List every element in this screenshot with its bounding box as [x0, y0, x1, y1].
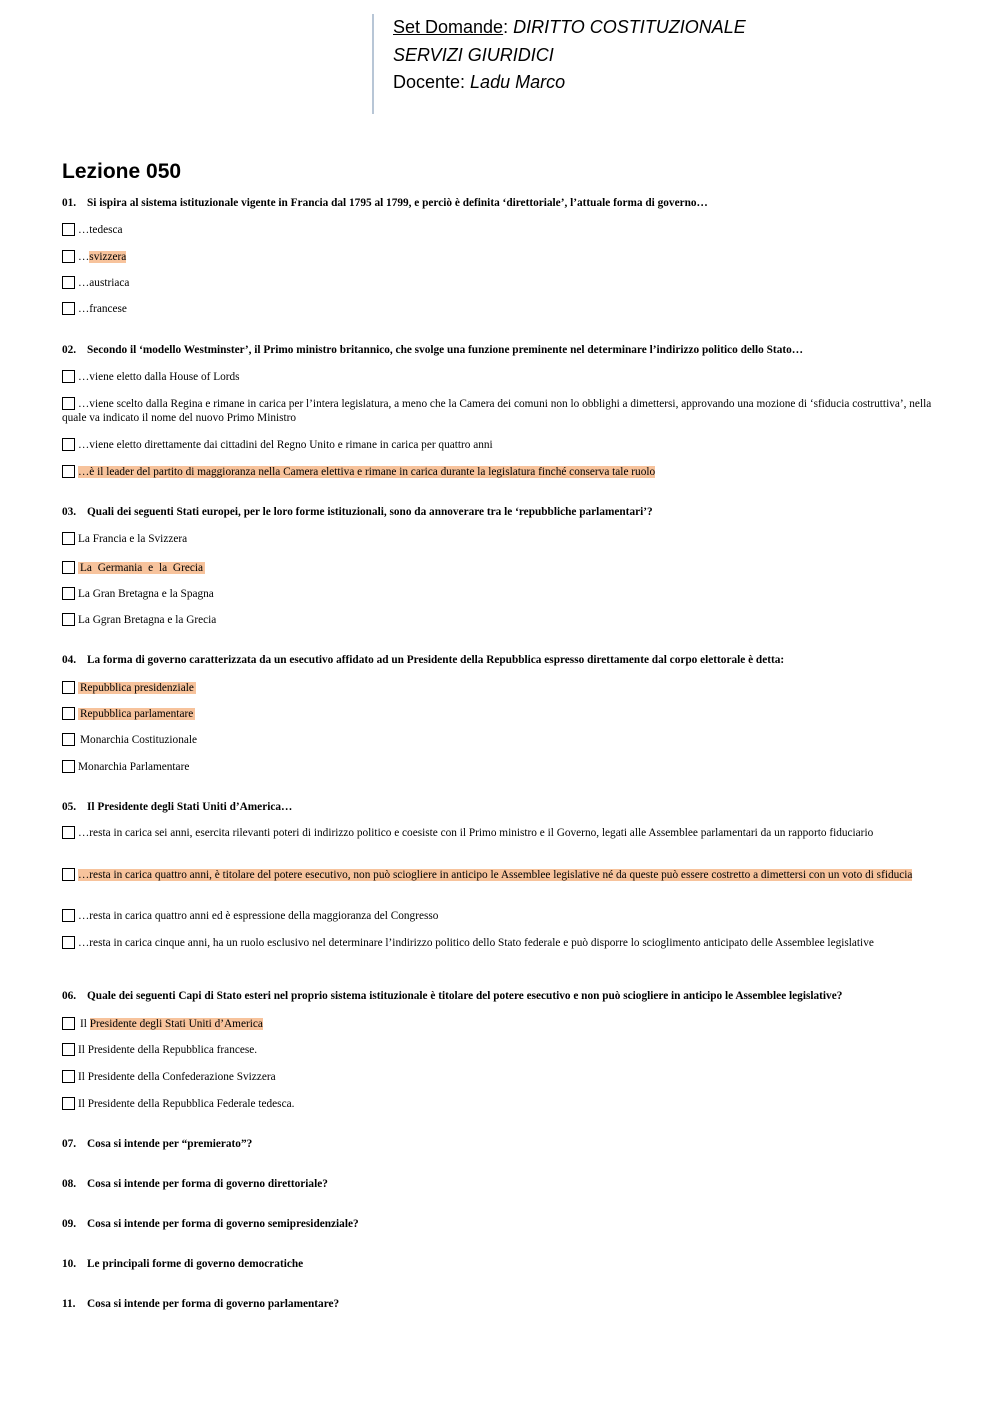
option-01-b[interactable]: [62, 250, 932, 265]
option-text-highlighted: …resta in carica quattro anni, è titolare del potere esecutivo, non può sciogliere in anticipo le Assemblee legislative né da queste può essere costretto a dimettersi con un voto di sfiducia: [78, 869, 913, 881]
option-text: La Gran Bretagna e la Spagna: [78, 588, 214, 600]
checkbox[interactable]: [62, 532, 75, 545]
question-text: Le principali forme di governo democratiche: [87, 1258, 304, 1270]
question-number: 08.: [62, 1178, 77, 1190]
question-03: [62, 506, 932, 519]
checkbox[interactable]: [62, 223, 75, 236]
option-04-a[interactable]: [62, 681, 932, 696]
option-text-highlighted: La Germania e la Grecia: [80, 562, 204, 574]
checkbox[interactable]: [62, 1043, 75, 1056]
question-text: Quale dei seguenti Capi di Stato esteri nel proprio sistema istituzionale è titolare del potere esecutivo e non può sciogliere in anticipo le Assemblee legislative?: [87, 990, 843, 1002]
option-text-highlighted: Presidente degli Stati Uniti d’America: [89, 1018, 263, 1030]
option-05-a[interactable]: [62, 826, 932, 841]
teacher-name: Ladu Marco: [470, 72, 566, 92]
checkbox[interactable]: [62, 733, 75, 746]
checkbox[interactable]: [62, 587, 75, 600]
teacher-label: Docente:: [393, 72, 471, 92]
option-text-highlighted: Repubblica parlamentare: [80, 708, 194, 720]
checkbox[interactable]: [62, 465, 75, 478]
set-label: Set Domande: [393, 17, 504, 37]
question-text: Secondo il ‘modello Westminster’, il Primo ministro britannico, che svolge una funzione preminente nel determinare l’indirizzo politico dello Stato…: [87, 344, 804, 356]
question-text: Cosa si intende per forma di governo direttoriale?: [87, 1178, 328, 1190]
option-text: …viene eletto dalla House of Lords: [78, 371, 240, 383]
question-09: [62, 1218, 932, 1231]
checkbox[interactable]: [62, 1097, 75, 1110]
option-prefix: Il: [80, 1018, 90, 1030]
option-03-c[interactable]: [62, 587, 932, 602]
question-number: 07.: [62, 1138, 77, 1150]
question-06: [62, 990, 932, 1003]
checkbox[interactable]: [62, 561, 75, 574]
question-number: 04.: [62, 654, 77, 666]
option-text: La Francia e la Svizzera: [78, 533, 188, 545]
checkbox[interactable]: [62, 370, 75, 383]
option-02-a[interactable]: [62, 370, 932, 385]
checkbox[interactable]: [62, 397, 75, 410]
option-text: …resta in carica quattro anni ed è espressione della maggioranza del Congresso: [78, 910, 439, 922]
option-06-a[interactable]: [62, 1017, 932, 1032]
set-separator: :: [503, 17, 514, 37]
question-07: [62, 1138, 932, 1151]
option-prefix: …: [78, 251, 90, 263]
option-text: …resta in carica sei anni, esercita rilevanti poteri di indirizzo politico e coesiste con il Primo ministro e il Governo, legati alle Assemblee parlamentari da un rapporto fiduciario: [78, 827, 874, 839]
course-line: [393, 42, 746, 70]
option-06-c[interactable]: [62, 1070, 932, 1085]
option-text-highlighted: svizzera: [89, 251, 127, 263]
question-text: Cosa si intende per forma di governo parlamentare?: [87, 1298, 340, 1310]
question-text: La forma di governo caratterizzata da un esecutivo affidato ad un Presidente della Repubblica espresso direttamente dal corpo elettorale è detta:: [87, 654, 785, 666]
option-02-d[interactable]: [62, 465, 932, 480]
question-number: 01.: [62, 197, 77, 209]
option-text: Monarchia Parlamentare: [78, 761, 190, 773]
question-08: [62, 1178, 932, 1191]
option-prefix: …: [78, 303, 90, 315]
option-text: Il Presidente della Repubblica Federale tedesca.: [78, 1098, 295, 1110]
option-text: La Ggran Bretagna e la Grecia: [78, 614, 217, 626]
question-10: [62, 1258, 932, 1271]
question-text: Il Presidente degli Stati Uniti d’America…: [87, 801, 293, 813]
option-04-b[interactable]: [62, 707, 932, 722]
option-01-a[interactable]: [62, 223, 932, 238]
checkbox[interactable]: [62, 936, 75, 949]
teacher-line: [393, 69, 746, 97]
option-06-d[interactable]: [62, 1097, 932, 1112]
set-line: [393, 14, 746, 42]
question-01: [62, 197, 932, 210]
question-text: Cosa si intende per forma di governo semipresidenziale?: [87, 1218, 359, 1230]
option-05-d[interactable]: [62, 936, 932, 951]
option-text: tedesca: [89, 224, 123, 236]
checkbox[interactable]: [62, 1017, 75, 1030]
option-04-d[interactable]: [62, 760, 932, 775]
question-text: Quali dei seguenti Stati europei, per le loro forme istituzionali, sono da annoverare tra le ‘repubbliche parlamentari’?: [87, 506, 653, 518]
option-06-b[interactable]: [62, 1043, 932, 1058]
option-03-d[interactable]: [62, 613, 932, 628]
question-number: 09.: [62, 1218, 77, 1230]
checkbox[interactable]: [62, 868, 75, 881]
checkbox[interactable]: [62, 681, 75, 694]
option-prefix: …: [78, 277, 90, 289]
option-05-c[interactable]: [62, 909, 932, 924]
checkbox[interactable]: [62, 760, 75, 773]
option-01-c[interactable]: [62, 276, 932, 291]
checkbox[interactable]: [62, 613, 75, 626]
checkbox[interactable]: [62, 707, 75, 720]
checkbox[interactable]: [62, 826, 75, 839]
question-11: [62, 1298, 932, 1311]
option-text: …viene scelto dalla Regina e rimane in carica per l’intera legislatura, a meno che la Camera dei comuni non lo obblighi a dimettersi, approvando una mozione di ‘sfiducia costruttiva’, nella quale va indicato il nome del nuovo Primo Ministro: [62, 398, 932, 424]
question-02: [62, 344, 932, 357]
question-number: 02.: [62, 344, 77, 356]
question-04: [62, 654, 932, 667]
option-text: francese: [89, 303, 127, 315]
lesson-title: Lezione 050: [62, 160, 182, 183]
option-text: …viene eletto direttamente dai cittadini del Regno Unito e rimane in carica per quattro anni: [78, 439, 493, 451]
question-number: 05.: [62, 801, 77, 813]
question-05: [62, 801, 932, 814]
option-03-b[interactable]: [62, 561, 932, 576]
course-name: SERVIZI GIURIDICI: [393, 44, 554, 65]
option-text: Il Presidente della Repubblica francese.: [78, 1044, 258, 1056]
option-05-b[interactable]: [62, 868, 932, 883]
checkbox[interactable]: [62, 1070, 75, 1083]
option-text-highlighted: …è il leader del partito di maggioranza nella Camera elettiva e rimane in carica durante la legislatura finché conserva tale ruolo: [78, 466, 656, 478]
option-text: Monarchia Costituzionale: [80, 734, 198, 746]
question-number: 06.: [62, 990, 77, 1002]
option-text-highlighted: Repubblica presidenziale: [80, 682, 194, 694]
option-03-a[interactable]: [62, 532, 932, 547]
checkbox[interactable]: [62, 438, 75, 451]
checkbox[interactable]: [62, 302, 75, 315]
option-01-d[interactable]: [62, 302, 932, 317]
option-04-c[interactable]: [62, 733, 932, 748]
option-text: Il Presidente della Confederazione Svizzera: [78, 1071, 276, 1083]
subject-name: DIRITTO COSTITUZIONALE: [513, 17, 746, 37]
question-number: 03.: [62, 506, 77, 518]
option-text: austriaca: [89, 277, 130, 289]
question-text: Cosa si intende per “premierato”?: [87, 1138, 253, 1150]
checkbox[interactable]: [62, 250, 75, 263]
option-prefix: …: [78, 224, 90, 236]
option-text: …resta in carica cinque anni, ha un ruolo esclusivo nel determinare l’indirizzo politico dello Stato federale e può disporre lo scioglimento anticipato delle Assemblee legislative: [78, 937, 874, 949]
checkbox[interactable]: [62, 909, 75, 922]
question-number: 11.: [62, 1298, 76, 1310]
option-02-b[interactable]: [62, 397, 932, 425]
checkbox[interactable]: [62, 276, 75, 289]
question-number: 10.: [62, 1258, 77, 1270]
document-header: [372, 14, 746, 114]
question-text: Si ispira al sistema istituzionale vigente in Francia dal 1795 al 1799, e perciò è definita ‘direttoriale’, l’attuale forma di governo…: [87, 197, 708, 209]
option-02-c[interactable]: [62, 438, 932, 453]
